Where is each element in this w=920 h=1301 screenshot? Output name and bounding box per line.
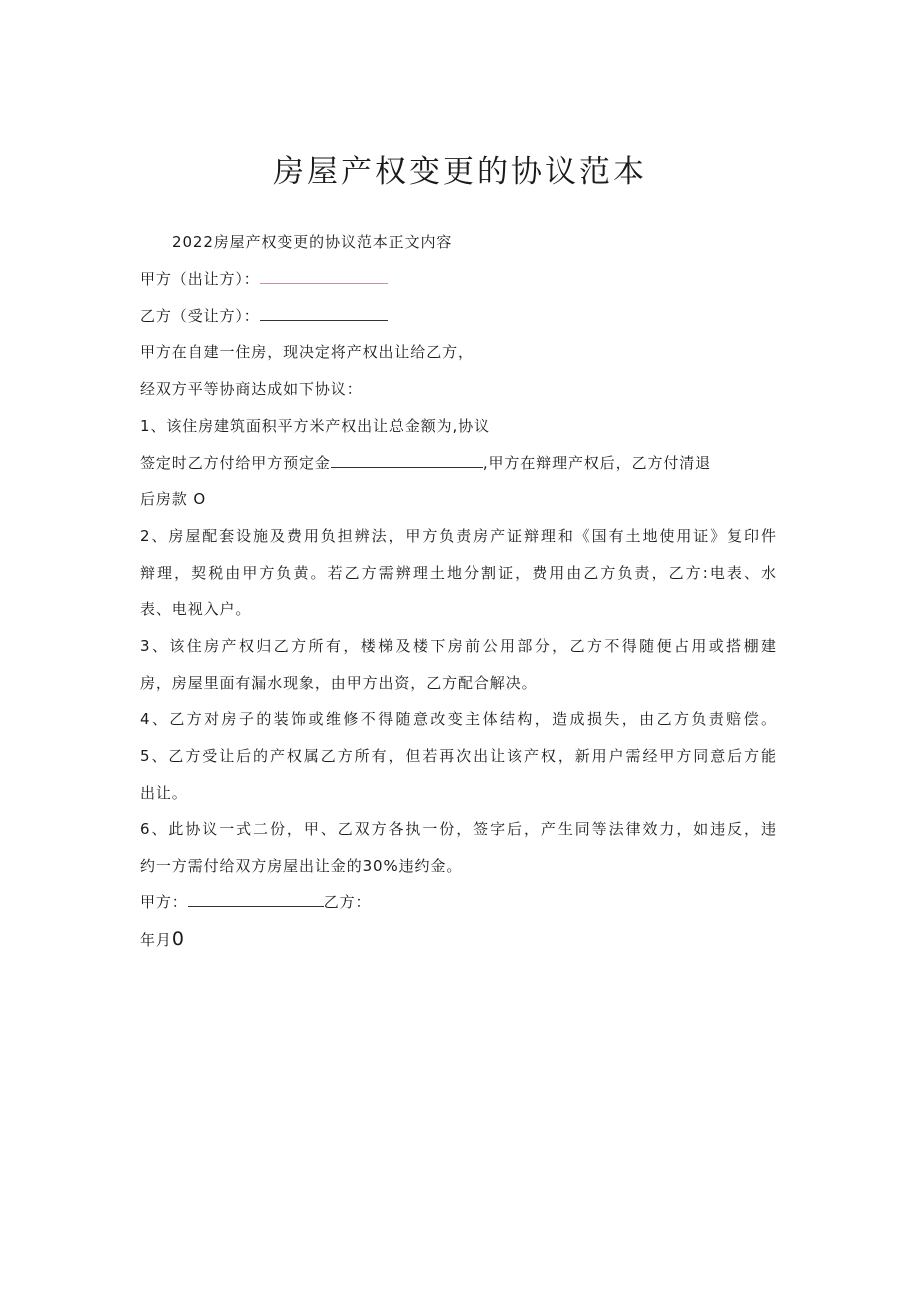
party-b-blank[interactable] xyxy=(260,306,388,321)
signature-line xyxy=(140,892,371,912)
clause-2-line-1: 2、房屋配套设施及费用负担辨法，甲方负责房产证辩理和《国有土地使用证》复印件 xyxy=(140,527,776,545)
party-a-label: 甲方（出让方）： xyxy=(140,270,260,288)
clause-1-text-c: 后房款 xyxy=(140,490,188,508)
deposit-blank[interactable] xyxy=(331,453,483,468)
party-b-label: 乙方（受让方）： xyxy=(140,307,260,325)
clause-1-text-b: ,甲方在辩理产权后，乙方付清退 xyxy=(482,454,712,472)
date-label: 年月 xyxy=(140,931,172,949)
party-a-line xyxy=(140,269,388,289)
clause-6-line-1: 6、此协议一式二份，甲、乙双方各执一份，签字后，产生同等法律效力，如违反，违 xyxy=(140,820,776,838)
clause-1-line-1: 1、该住房建筑面积平方米产权出让总金额为,协议 xyxy=(140,417,491,435)
clause-5-line-1: 5、乙方受让后的产权属乙方所有，但若再次出让该产权，新用户需经甲方同意后方能 xyxy=(140,747,776,765)
date-mark: 0 xyxy=(171,928,185,950)
clause-1-line-2 xyxy=(140,453,711,473)
party-a-blank[interactable] xyxy=(260,269,388,284)
clause-2-line-2: 辩理，契税由甲方负黄。若乙方需辨理土地分割证，费用由乙方负责，乙方:电表、水 xyxy=(140,564,776,582)
sign-a-blank[interactable] xyxy=(188,892,324,907)
intro-line: 2022房屋产权变更的协议范本正文内容 xyxy=(172,233,453,251)
sign-a-label: 甲方： xyxy=(140,893,188,911)
clause-1-line-3 xyxy=(140,489,206,509)
party-b-line xyxy=(140,306,388,326)
clause-6-line-2: 约一方需付给双方房屋出让金的30%违约金。 xyxy=(140,857,463,875)
clause-2-line-3: 表、电视入户。 xyxy=(140,600,252,618)
date-line xyxy=(140,929,185,950)
clause-3-line-1: 3、该住房产权归乙方所有，楼梯及楼下房前公用部分，乙方不得随便占用或搭棚建 xyxy=(140,637,776,655)
sign-b-label: 乙方： xyxy=(323,893,372,911)
document-title: 房屋产权变更的协议范本 xyxy=(273,154,647,190)
opening-line-1: 甲方在自建一住房，现决定将产权出让给乙方， xyxy=(140,343,474,361)
clause-4-line-1: 4、乙方对房子的装饰或维修不得随意改变主体结构，造成损失，由乙方负责赔偿。 xyxy=(140,710,776,728)
clause-1-text-a: 签定时乙方付给甲方预定金 xyxy=(140,454,331,472)
opening-line-2: 经双方平等协商达成如下协议： xyxy=(140,380,363,398)
clause-3-line-2: 房，房屋里面有漏水现象，由甲方出资，乙方配合解决。 xyxy=(140,674,538,692)
clause-5-line-2: 出让。 xyxy=(140,784,188,802)
clause-1-mark: O xyxy=(193,490,207,508)
